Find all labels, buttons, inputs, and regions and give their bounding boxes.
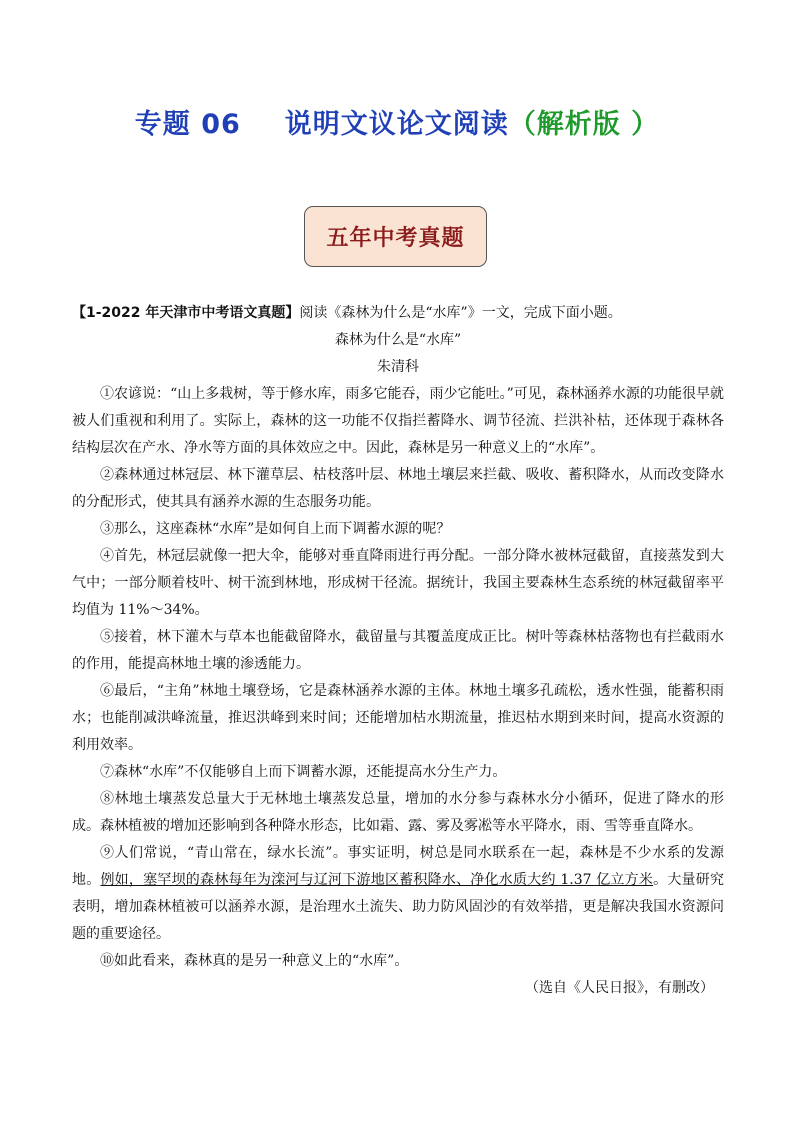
paragraph-3: ③那么，这座森林“水库”是如何自上而下调蓄水源的呢？: [100, 521, 451, 537]
paragraph-4: ④首先，林冠层就像一把大伞，能够对垂直降雨进行再分配。一部分降水被林冠截留，直接蒸发到大气中；一部分顺着枝叶、树干流到林地，形成树干径流。据统计，我国主要森林生态系统的林冠截留率平均值为 11%～34%。: [72, 548, 724, 618]
question-tag: 【1-2022 年天津市中考语文真题】: [72, 305, 300, 321]
title-edition: （解析版 ）: [508, 109, 660, 140]
paragraph-1: ①农谚说：“山上多栽树，等于修水库，雨多它能吞，雨少它能吐。”可见，森林涵养水源的功能很早就被人们重视和利用了。实际上，森林的这一功能不仅指拦蓄降水、调节径流、拦洪补枯，还体现于森林各结构层次在产水、净水等方面的具体效应之中。因此，森林是另一种意义上的“水库”。: [72, 386, 724, 456]
paragraph-9-end: 。大量研究表明，增加森林植被可以涵养水源，是治理水土流失、助力防风固沙的有效举措，更是解决我国水资源问题的重要途径。: [72, 872, 724, 942]
underlined-sentence: 例如，塞罕坝的森林每年为滦河与辽河下游地区蓄积降水、净化水质大约 1.37 亿立方米: [100, 872, 654, 888]
question-intro: [72, 300, 724, 327]
page-title: [0, 102, 794, 141]
paragraph-5: ⑤接着，林下灌木与草本也能截留降水，截留量与其覆盖度成正比。树叶等森林枯落物也有拦截雨水的作用，能提高林地土壤的渗透能力。: [72, 629, 724, 672]
paragraph-10: ⑩如此看来，森林真的是另一种意义上的“水库”。: [100, 953, 409, 969]
paragraph-7: ⑦森林“水库”不仅能够自上而下调蓄水源，还能提高水分生产力。: [100, 764, 507, 780]
question-content: [72, 300, 724, 1002]
paragraph-6: ⑥最后，“主角”林地土壤登场，它是森林涵养水源的主体。林地土壤多孔疏松，透水性强，能蓄积雨水；也能削减洪峰流量，推迟洪峰到来时间；还能增加枯水期流量，推迟枯水期到来时间，提高水资源的利用效率。: [72, 683, 724, 753]
title-topic-name: 说明文议论文阅读: [284, 109, 509, 140]
article-author: 朱清科: [377, 359, 419, 375]
section-badge: 五年中考真题: [304, 206, 487, 267]
paragraph-9-start: ⑨人们常说，“青山常在，绿水长流”。事实证明，树总是同水联系在一起，森林是不少水系的发源地。: [72, 845, 724, 888]
paragraph-2: ②森林通过林冠层、林下灌草层、枯枝落叶层、林地土壤层来拦截、吸收、蓄积降水，从而改变降水的分配形式，使其具有涵养水源的生态服务功能。: [72, 467, 724, 510]
article-source: （选自《人民日报》，有删改）: [525, 980, 714, 996]
question-instruction: 阅读《森林为什么是“水库”》一文，完成下面小题。: [299, 305, 622, 321]
paragraph-9: [72, 840, 724, 948]
article-title: 森林为什么是“水库”: [334, 332, 462, 348]
title-topic-number: 专题 06: [134, 109, 241, 140]
paragraph-8: ⑧林地土壤蒸发总量大于无林地土壤蒸发总量，增加的水分参与森林水分小循环，促进了降水的形成。森林植被的增加还影响到各种降水形态，比如霜、露、雾及雾凇等水平降水，雨、雪等垂直降水。: [72, 791, 724, 834]
